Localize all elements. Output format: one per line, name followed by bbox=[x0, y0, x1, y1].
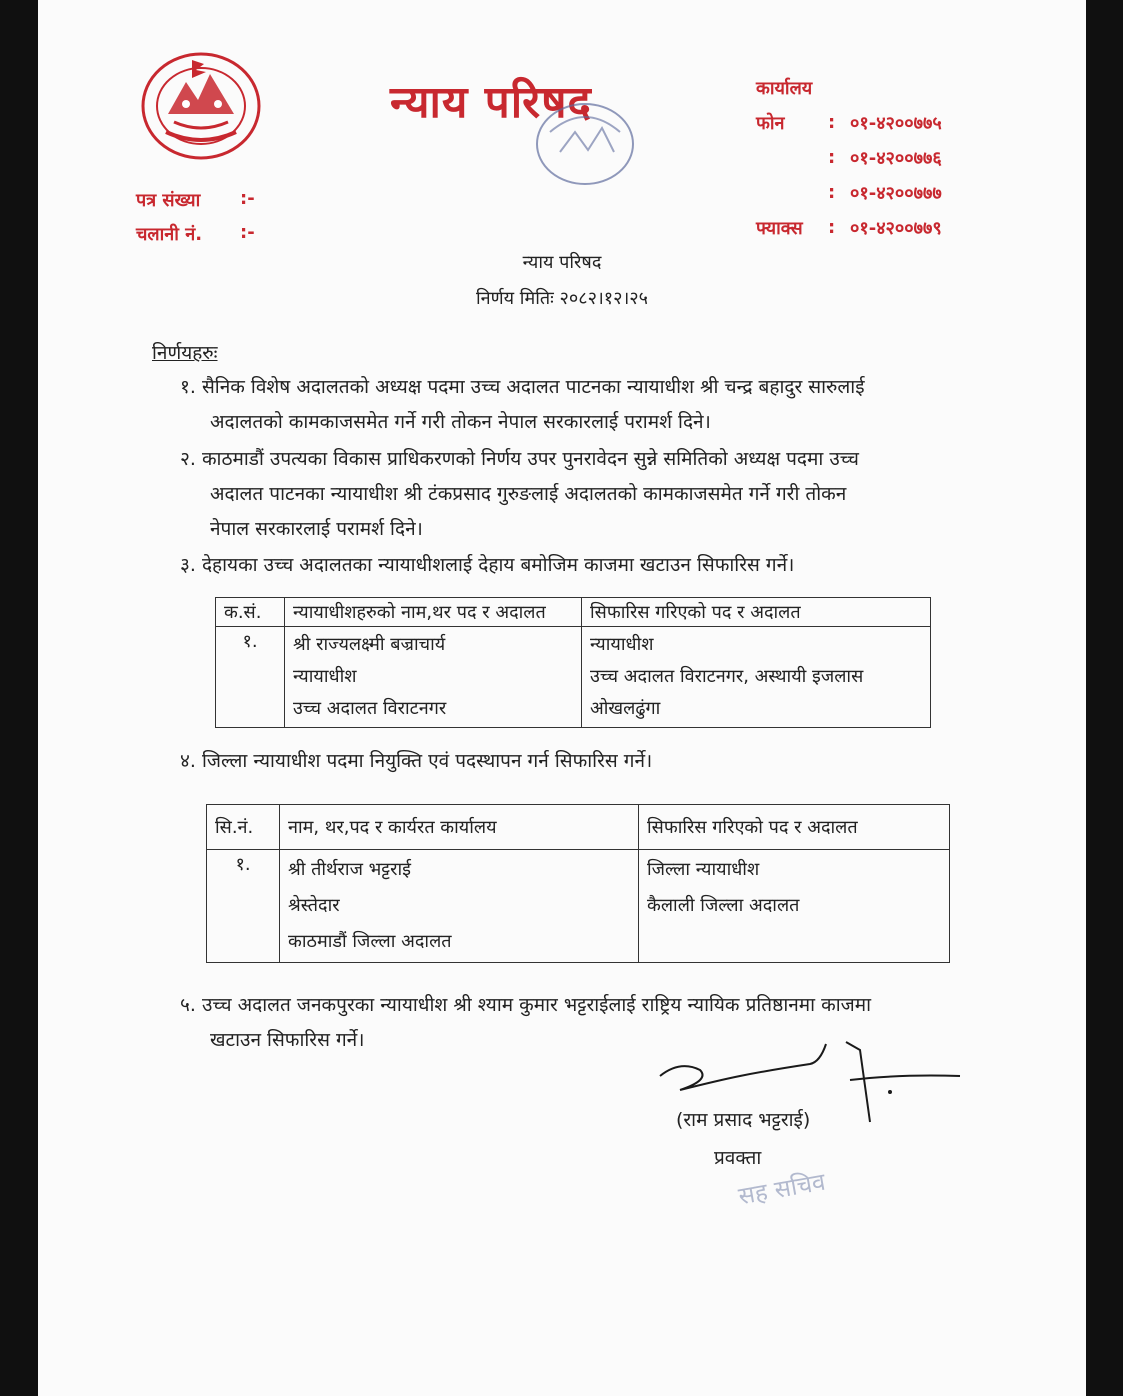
table-header-row: सि.नं. नाम, थर,पद र कार्यरत कार्यालय सिफारिस गरिएको पद र अदालत bbox=[207, 805, 950, 850]
decision-date: निर्णय मितिः २०८२।१२।२५ bbox=[475, 288, 649, 309]
nepal-emblem-icon bbox=[138, 44, 264, 162]
office-seal-icon bbox=[510, 92, 660, 212]
faint-stamp-text: सह सचिव bbox=[736, 1167, 828, 1211]
heading-org: न्याय परिषद bbox=[522, 252, 602, 273]
signatory-name: (राम प्रसाद भट्टराई) bbox=[676, 1109, 811, 1131]
decision-item-1: १. सैनिक विशेष अदालतको अध्यक्ष पदमा उच्च अदालत पाटनका न्यायाधीश श्री चन्द्र बहादुर सारुलाई अदालतको कामकाजसमेत गर्ने गरी तोकन नेपाल सरकारलाई परामर्श दिने। bbox=[180, 376, 865, 433]
decision-item-3: ३. देहायका उच्च अदालतका न्यायाधीशलाई देहाय बमोजिम काजमा खटाउन सिफारिस गर्ने। bbox=[180, 554, 795, 576]
table-header-row: क.सं. न्यायाधीशहरुको नाम,थर पद र अदालत सिफारिस गरिएको पद र अदालत bbox=[216, 598, 931, 627]
letter-number-field: पत्र संख्या :- bbox=[136, 188, 255, 211]
district-judge-table bbox=[206, 804, 950, 963]
contact-block bbox=[756, 70, 942, 245]
phone-line-3: : ०१-४२००७७७ bbox=[828, 182, 942, 204]
table-row: १. श्री राज्यलक्ष्मी बज्राचार्य न्यायाधीश उच्च अदालत विराटनगर न्यायाधीश उच्च अदालत विराटनगर, अस्थायी इजलास ओखलढुंगा bbox=[216, 627, 931, 728]
fax-line: फ्याक्स : ०१-४२००७७९ bbox=[756, 217, 942, 239]
org-title: न्याय परिषद bbox=[390, 77, 592, 128]
phone-line-1: फोन : ०१-४२००७७५ bbox=[756, 112, 942, 134]
decision-item-4: ४. जिल्ला न्यायाधीश पदमा नियुक्ति एवं पदस्थापन गर्न सिफारिस गर्ने। bbox=[180, 750, 653, 772]
decisions-label: निर्णयहरुः bbox=[152, 342, 218, 364]
reference-fields bbox=[136, 188, 255, 256]
letter-page bbox=[38, 0, 1086, 1396]
judge-deputation-table bbox=[215, 597, 931, 728]
table-row: १. श्री तीर्थराज भट्टराई श्रेस्तेदार काठमाडौं जिल्ला अदालत जिल्ला न्यायाधीश कैलाली जिल्ला अदालत bbox=[207, 850, 950, 963]
phone-line-2: : ०१-४२००७७६ bbox=[828, 147, 942, 169]
signatory-role: प्रवक्ता bbox=[714, 1147, 762, 1169]
office-label: कार्यालय bbox=[756, 77, 813, 99]
dispatch-number-field: चलानी नं. :- bbox=[136, 222, 255, 245]
decision-item-5: ५. उच्च अदालत जनकपुरका न्यायाधीश श्री श्याम कुमार भट्टराईलाई राष्ट्रिय न्यायिक प्रतिष्ठानमा काजमा खटाउन सिफारिस गर्ने। bbox=[180, 994, 872, 1051]
decision-item-2: २. काठमाडौं उपत्यका विकास प्राधिकरणको निर्णय उपर पुनरावेदन सुन्ने समितिको अध्यक्ष पदमा उच्च अदालत पाटनका न्यायाधीश श्री टंकप्रसाद गुरुङलाई अदालतको कामकाजसमेत गर्ने गरी तोकन नेपाल सरकारलाई परामर्श दिने। bbox=[180, 448, 859, 540]
